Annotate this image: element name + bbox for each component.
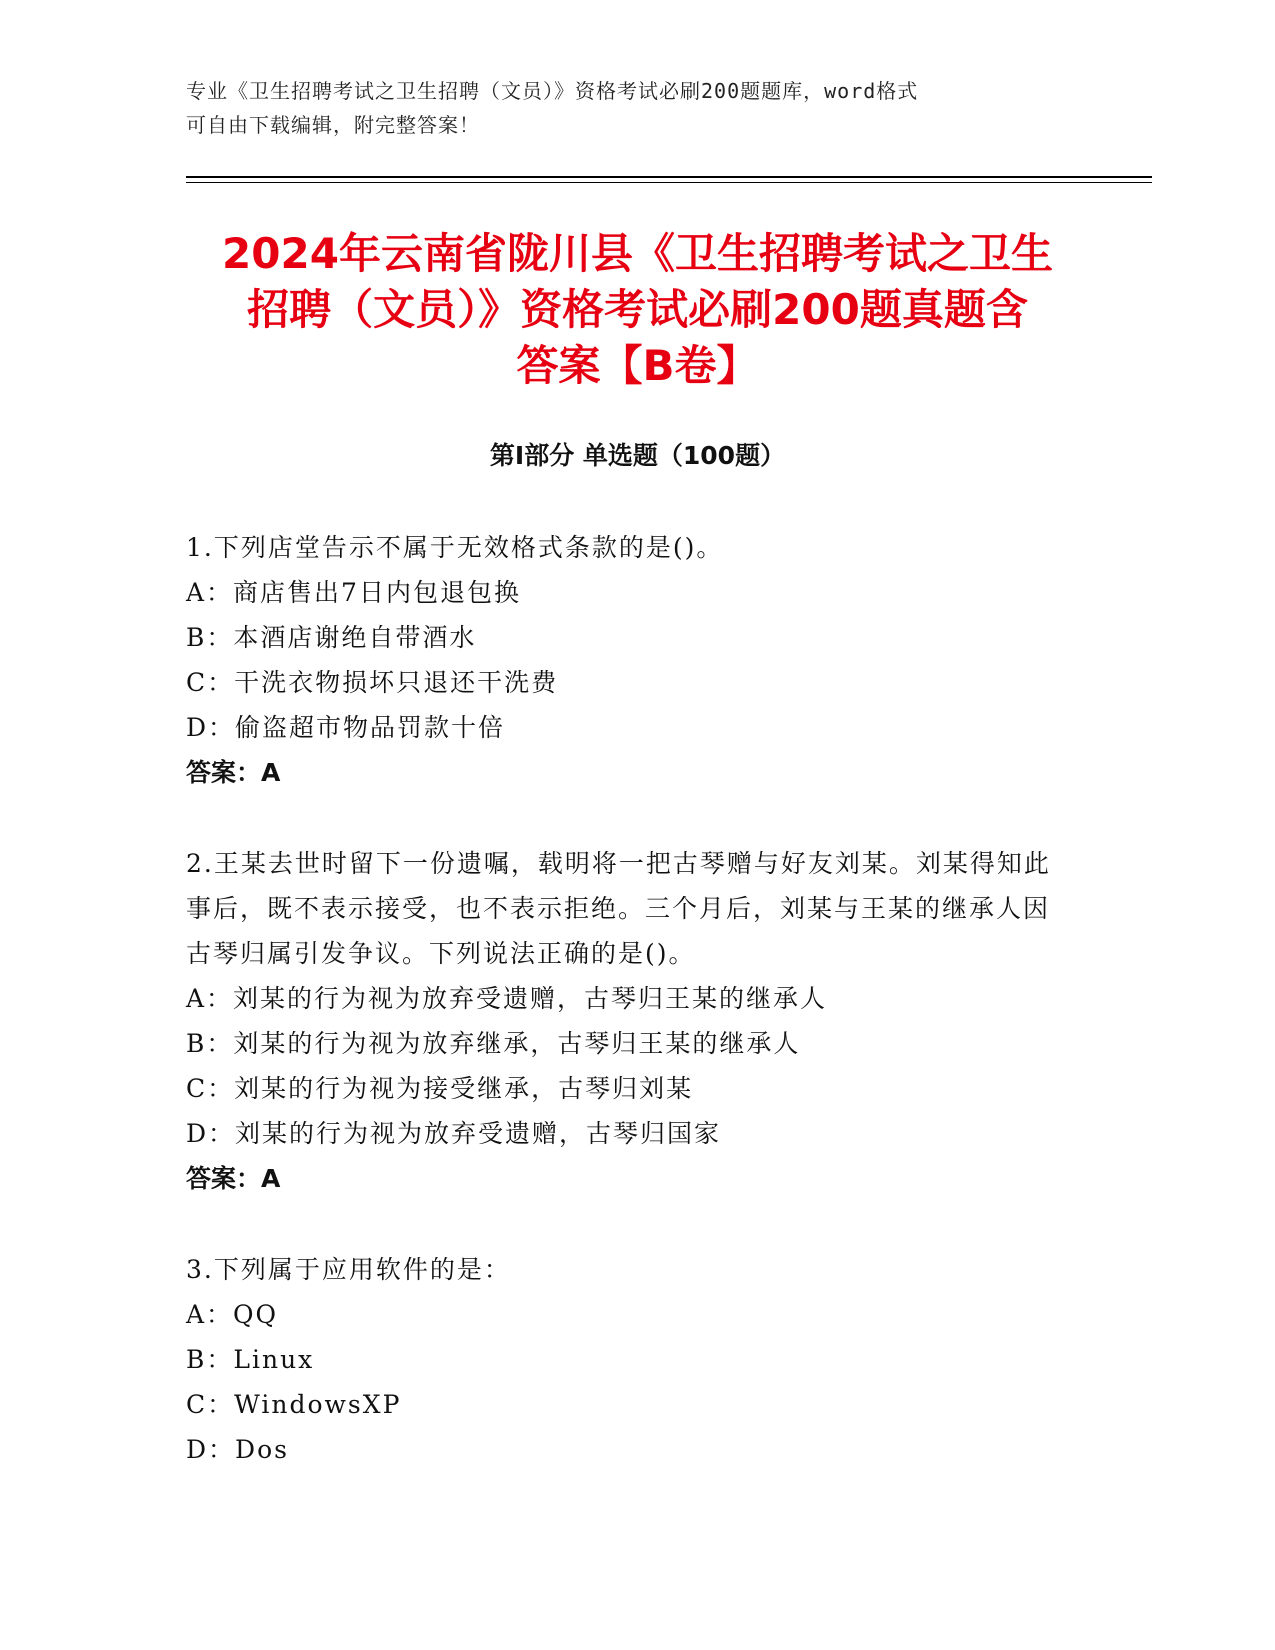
answer: 答案：A	[186, 758, 281, 787]
option-a: A：QQ	[186, 1300, 279, 1329]
option-b: B：Linux	[186, 1345, 315, 1374]
question-stem: 3.下列属于应用软件的是：	[186, 1255, 511, 1284]
answer: 答案：A	[186, 1164, 281, 1193]
document-title-line-2: 招聘（文员）》资格考试必刷200题真题含	[247, 285, 1028, 334]
option-b: B：刘某的行为视为放弃继承，古琴归王某的继承人	[186, 1029, 801, 1058]
option-a: A：刘某的行为视为放弃受遗赠，古琴归王某的继承人	[186, 984, 828, 1013]
question-list	[186, 525, 1066, 1518]
question-2	[186, 841, 1066, 1201]
option-c: C：刘某的行为视为接受继承，古琴归刘某	[186, 1074, 694, 1103]
header-note-line-2: 可自由下载编辑，附完整答案！	[186, 113, 480, 137]
document-title	[150, 226, 1125, 394]
header-note	[186, 74, 1066, 142]
header-note-line-1: 专业《卫生招聘考试之卫生招聘（文员）》资格考试必刷200题题库，word格式	[186, 79, 919, 103]
header-divider-thin	[186, 182, 1152, 183]
section-heading: 第Ⅰ部分 单选题（100题）	[489, 441, 786, 470]
option-d: D：Dos	[186, 1435, 289, 1464]
question-stem: 2.王某去世时留下一份遗嘱，载明将一把古琴赠与好友刘某。刘某得知此事后，既不表示接受，也不表示拒绝。三个月后，刘某与王某的继承人因古琴归属引发争议。下列说法正确的是()。	[186, 849, 1051, 968]
option-a: A：商店售出7日内包退包换	[186, 578, 521, 607]
option-d: D：偷盗超市物品罚款十倍	[186, 713, 506, 742]
option-c: C：WindowsXP	[186, 1390, 402, 1419]
header-divider-thick	[186, 176, 1152, 178]
question-3	[186, 1247, 1066, 1472]
question-stem: 1.下列店堂告示不属于无效格式条款的是()。	[186, 533, 724, 562]
question-1	[186, 525, 1066, 795]
option-d: D：刘某的行为视为放弃受遗赠，古琴归国家	[186, 1119, 722, 1148]
document-title-line-1: 2024年云南省陇川县《卫生招聘考试之卫生	[222, 229, 1053, 278]
document-title-line-3: 答案【B卷】	[516, 341, 759, 390]
option-b: B：本酒店谢绝自带酒水	[186, 623, 477, 652]
option-c: C：干洗衣物损坏只退还干洗费	[186, 668, 559, 697]
